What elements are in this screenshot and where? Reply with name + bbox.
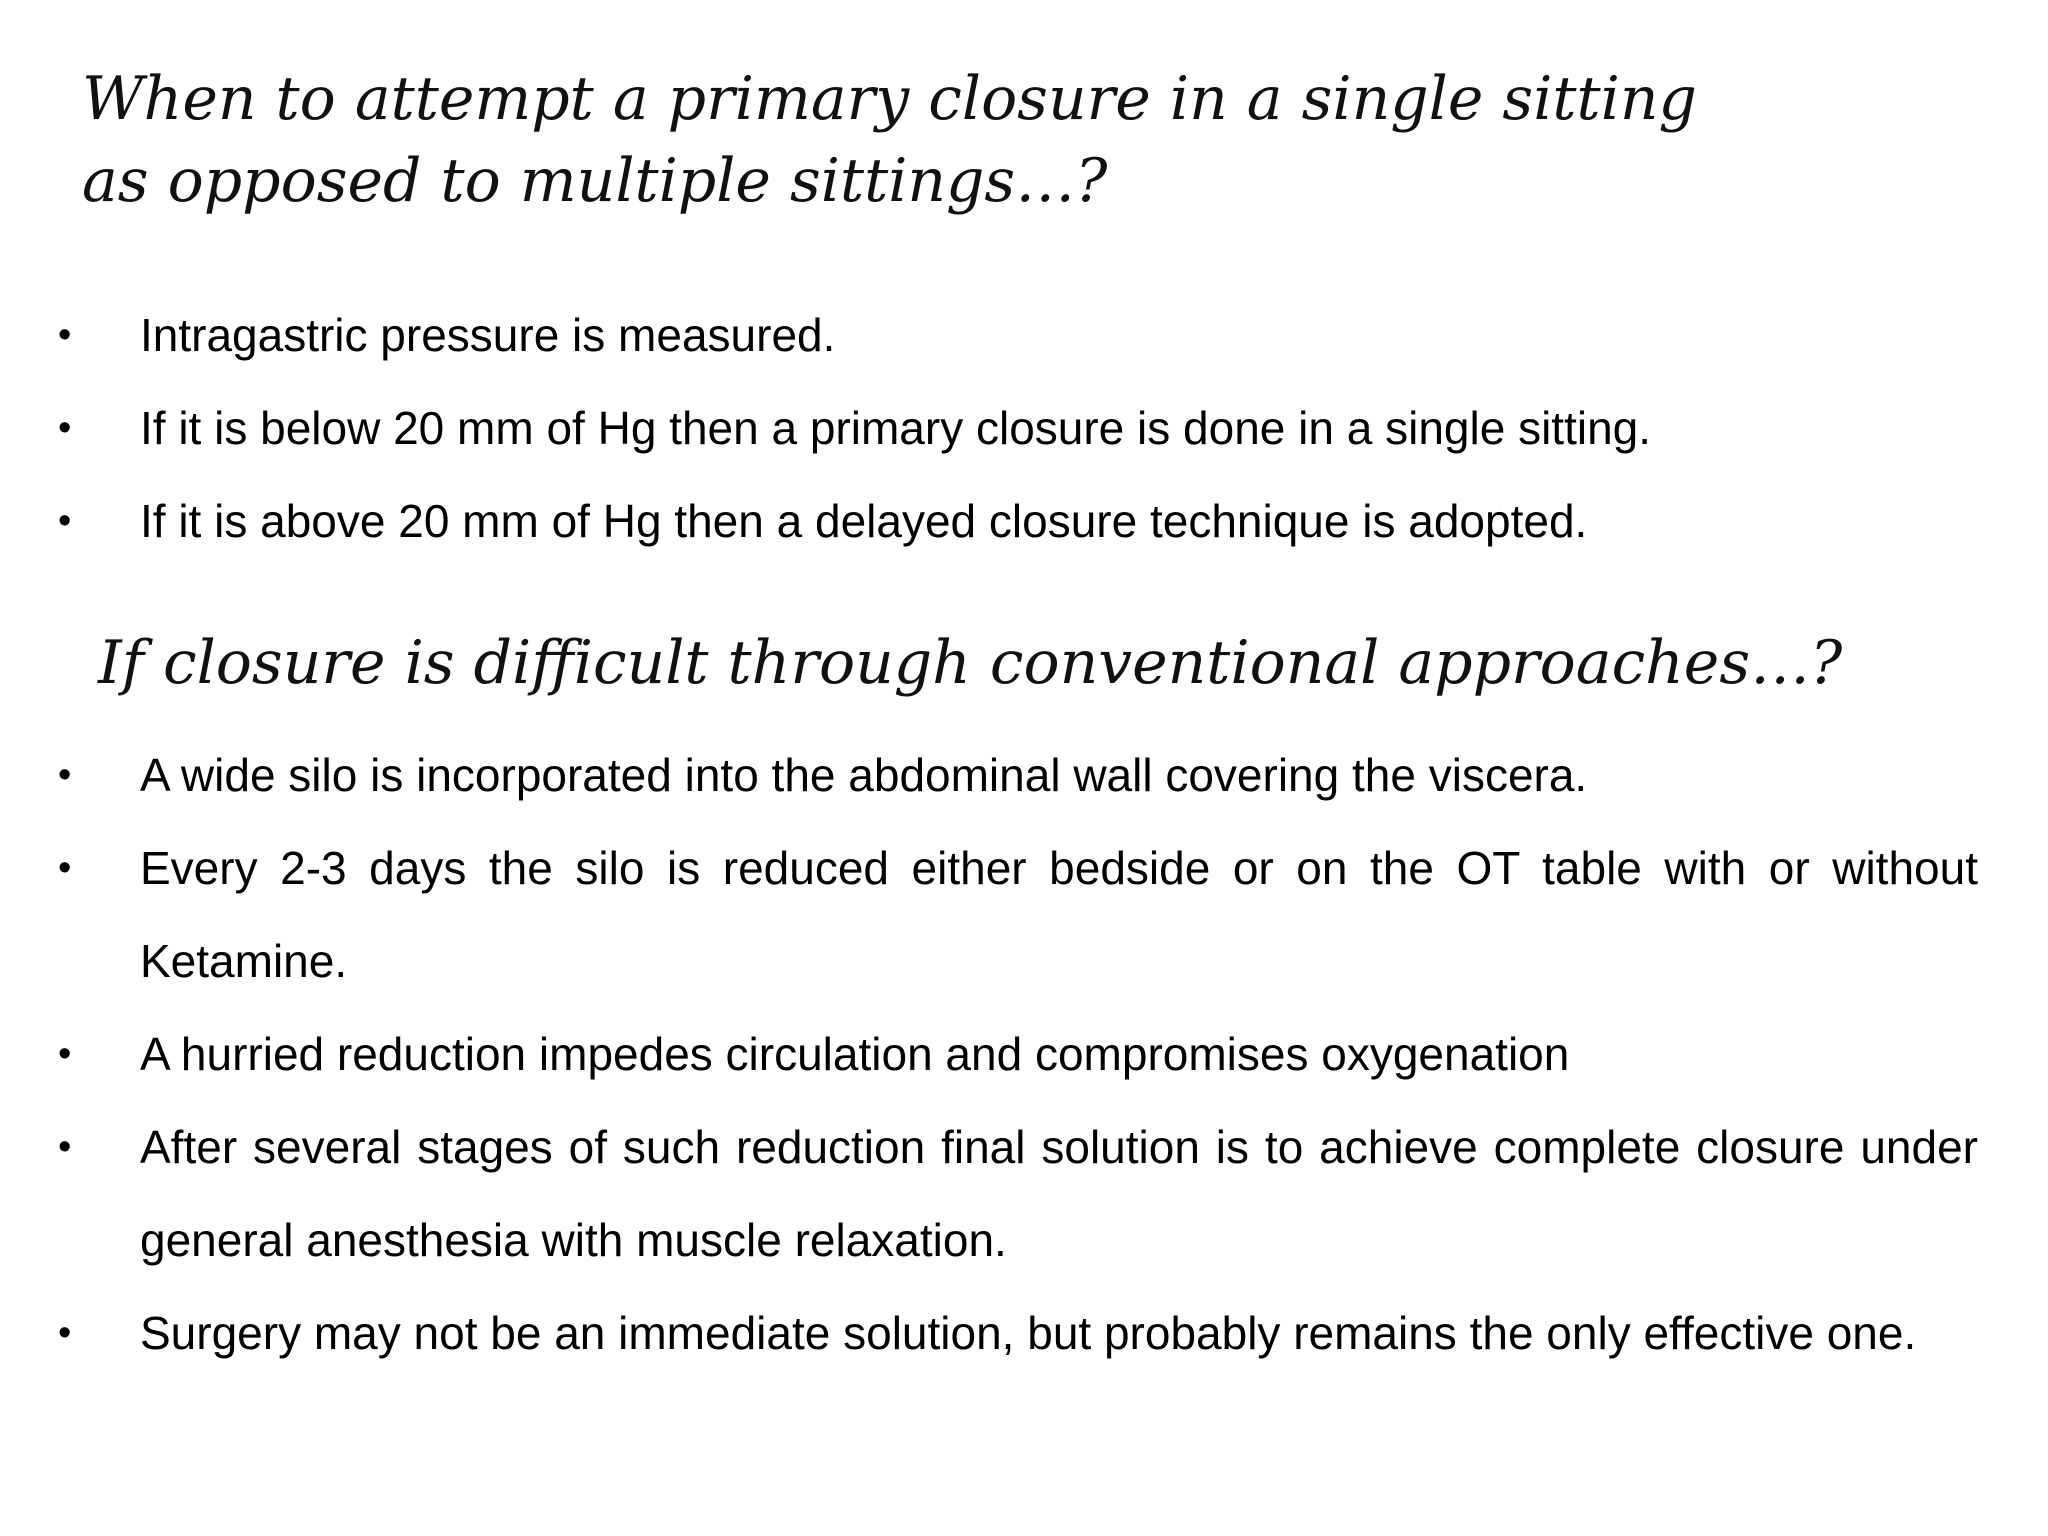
section-heading-primary-closure (82, 58, 1697, 222)
heading-line-1: When to attempt a primary closure in a single sitting (82, 64, 1697, 134)
bullet-text: Surgery may not be an immediate solution, but probably remains the only effective one. (140, 1307, 1917, 1359)
list-item (58, 1287, 1978, 1380)
bullet-icon: • (58, 754, 72, 796)
list-item (58, 1101, 1978, 1287)
bullet-icon: • (58, 314, 72, 356)
bullet-icon: • (58, 1312, 72, 1354)
bullet-icon: • (58, 847, 72, 889)
section-heading-difficult-closure: If closure is difficult through conventional approaches…? (98, 628, 1843, 698)
bullet-text: If it is above 20 mm of Hg then a delayed closure technique is adopted. (140, 495, 1588, 547)
bullet-text: Every 2-3 days the silo is reduced either bedside or on the OT table with or without Ketamine. (140, 842, 1978, 987)
bullet-text: A wide silo is incorporated into the abdominal wall covering the viscera. (140, 749, 1588, 801)
bullet-text: After several stages of such reduction final solution is to achieve complete closure under general anesthesia with muscle relaxation. (140, 1121, 1978, 1266)
bullet-icon: • (58, 1126, 72, 1168)
heading-line-2: as opposed to multiple sittings…? (82, 146, 1108, 216)
list-item (58, 822, 1978, 1008)
list-item (58, 289, 1978, 382)
bullet-list-silo (58, 729, 1978, 1380)
bullet-text: Intragastric pressure is measured. (140, 309, 836, 361)
list-item (58, 1008, 1978, 1101)
bullet-icon: • (58, 407, 72, 449)
bullet-icon: • (58, 500, 72, 542)
bullet-icon: • (58, 1033, 72, 1075)
bullet-list-pressure (58, 289, 1978, 568)
list-item (58, 475, 1978, 568)
bullet-text: If it is below 20 mm of Hg then a primary closure is done in a single sitting. (140, 402, 1652, 454)
list-item (58, 382, 1978, 475)
bullet-text: A hurried reduction impedes circulation and compromises oxygenation (140, 1028, 1570, 1080)
list-item (58, 729, 1978, 822)
